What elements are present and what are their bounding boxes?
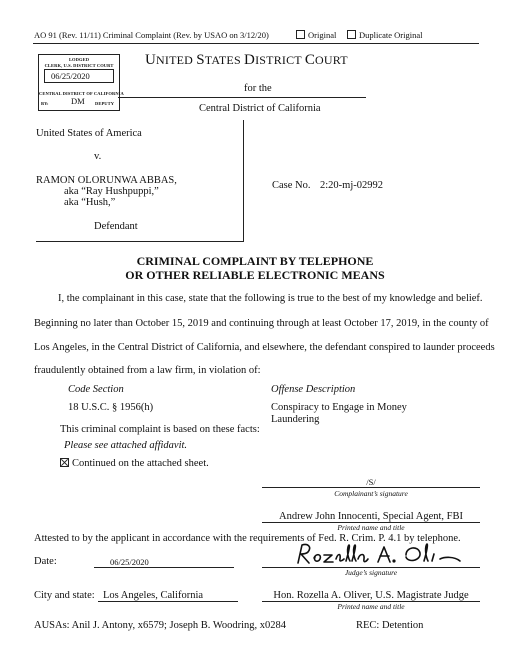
original-checkbox[interactable]	[296, 30, 305, 39]
deputy-label: DEPUTY	[95, 101, 115, 106]
district-name: Central District of California	[199, 103, 321, 114]
statement-line-4: fraudulently obtained from a law firm, in violation of:	[34, 365, 261, 376]
duplicate-checkbox[interactable]	[347, 30, 356, 39]
defendant-label: Defendant	[94, 221, 138, 232]
original-label: Original	[308, 30, 337, 40]
city-state-value: Los Angeles, California	[103, 590, 204, 601]
code-section-header: Code Section	[68, 384, 124, 395]
duplicate-label: Duplicate Original	[359, 30, 423, 40]
complainant-signature-line	[262, 487, 480, 488]
city-state-line	[98, 601, 238, 602]
statement-line-1: I, the complainant in this case, state that the following is true to the best of my knowledge and belief.	[58, 293, 483, 304]
offense-description-header: Offense Description	[271, 384, 356, 395]
ausas-line: AUSAs: Anil J. Antony, x6579; Joseph B. Woodring, x0284	[34, 620, 287, 631]
judge-name: Hon. Rozella A. Oliver, U.S. Magistrate Judge	[273, 590, 469, 601]
complaint-title-line-1: CRIMINAL COMPLAINT BY TELEPHONE	[136, 254, 374, 268]
continued-label: Continued on the attached sheet.	[72, 458, 209, 469]
header-rule	[33, 43, 479, 44]
rec-detention: REC: Detention	[356, 620, 424, 631]
defendant-aka-1: aka “Ray Hushpuppi,”	[64, 186, 159, 197]
stamp-date: 06/25/2020	[51, 71, 90, 81]
clerk-line: CLERK, U.S. DISTRICT COURT	[44, 63, 114, 68]
duplicate-option	[347, 30, 423, 40]
caption-bottom-rule	[36, 241, 244, 242]
original-option	[296, 30, 336, 40]
judge-name-caption: Printed name and title	[337, 602, 405, 611]
judge-signature-caption: Judge’s signature	[344, 568, 398, 577]
for-the: for the	[244, 83, 272, 94]
facts-intro: This criminal complaint is based on these facts:	[60, 424, 260, 435]
district-line: CENTRAL DISTRICT OF CALIFORNIA	[39, 91, 124, 96]
court-name: UNITED STATES DISTRICT COURT	[145, 52, 348, 68]
lodged-title: LODGED	[68, 57, 90, 62]
defendant-name: RAMON OLORUNWA ABBAS,	[36, 175, 177, 186]
date-label: Date:	[34, 556, 57, 567]
case-no-label: Case No.	[272, 180, 311, 191]
offense-description-line-2: Laundering	[271, 414, 320, 425]
date-value: 06/25/2020	[110, 557, 149, 567]
complainant-name-caption: Printed name and title	[337, 523, 405, 532]
caption-divider	[243, 120, 244, 241]
plaintiff: United States of America	[36, 128, 142, 139]
see-affidavit: Please see attached affidavit.	[64, 440, 188, 451]
complainant-name: Andrew John Innocenti, Special Agent, FBI	[278, 511, 463, 522]
deputy-initials: DM	[71, 96, 85, 106]
continued-option	[60, 458, 209, 469]
complainant-signature: /S/	[366, 477, 376, 487]
code-section: 18 U.S.C. § 1956(h)	[68, 402, 154, 413]
continued-checkbox[interactable]	[60, 458, 69, 467]
date-line	[94, 567, 234, 568]
district-rule-top	[118, 97, 366, 98]
defendant-aka-2: aka “Hush,”	[64, 197, 116, 208]
offense-description-line-1: Conspiracy to Engage in Money	[271, 402, 407, 413]
by-label: BY:	[41, 101, 49, 106]
complaint-title-line-2: OR OTHER RELIABLE ELECTRONIC MEANS	[125, 268, 385, 282]
lodged-stamp	[38, 54, 124, 111]
statement-line-2: Beginning no later than October 15, 2019 and continuing through at least October 17, 2019, in the county of	[34, 318, 489, 329]
case-number: 2:20-mj-02992	[320, 180, 383, 191]
attestation: Attested to by the applicant in accordance with the requirements of Fed. R. Crim. P. 4.1 by telephone.	[34, 533, 461, 544]
versus: v.	[94, 151, 102, 162]
city-state-label: City and state:	[34, 590, 95, 601]
complainant-signature-caption: Complainant’s signature	[334, 489, 408, 498]
form-id: AO 91 (Rev. 11/11) Criminal Complaint (Rev. by USAO on 3/12/20)	[34, 30, 269, 40]
judge-signature	[294, 541, 466, 567]
statement-line-3: Los Angeles, in the Central District of California, and elsewhere, the defendant conspired to launder proceeds	[34, 342, 495, 353]
